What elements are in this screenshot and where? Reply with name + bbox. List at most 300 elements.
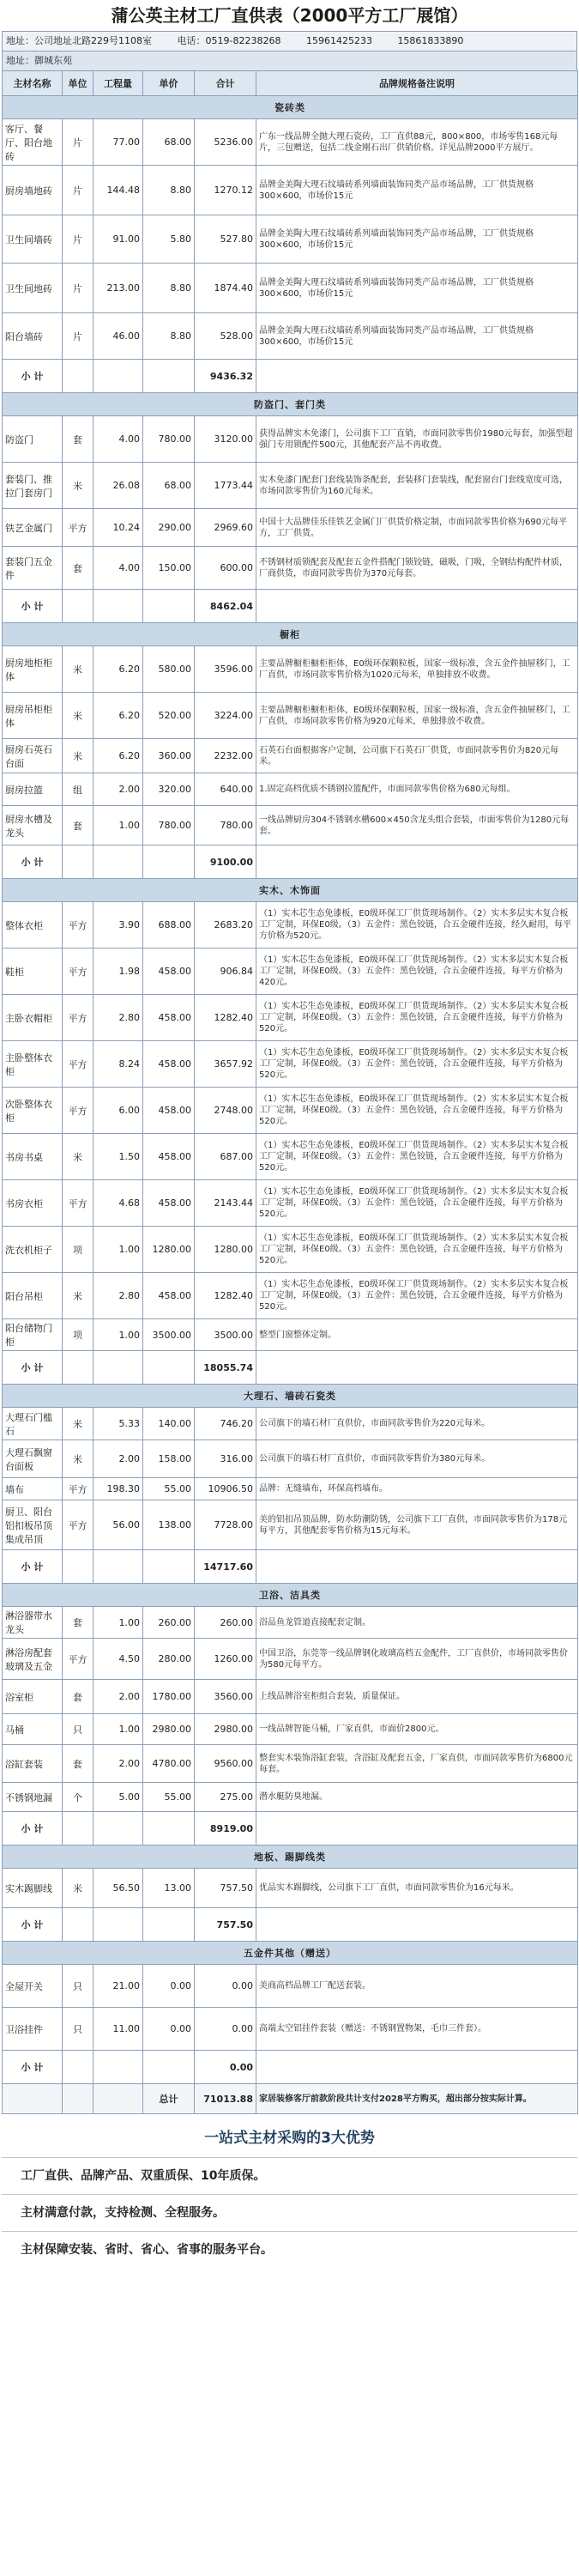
subtotal-amount: 0.00	[195, 2051, 256, 2084]
item-unit: 米	[63, 1869, 93, 1908]
item-name: 阳台储物门柜	[3, 1319, 63, 1351]
item-name: 书房书桌	[3, 1134, 63, 1180]
item-name: 鞋柜	[3, 949, 63, 995]
item-unit-price: 68.00	[143, 119, 195, 166]
item-unit: 平方	[63, 1639, 93, 1680]
item-description: （1）实木芯生态免漆板，E0级环保工厂供货现场制作。（2）实木多层实木复合板工厂定制，环保E0级。（3）五金件：黑色铰链，合五金硬件连接，每平方价格为520元。	[256, 1273, 578, 1319]
subtotal-row	[3, 1550, 578, 1584]
subtotal-blank	[256, 846, 578, 879]
item-quantity: 4.00	[93, 416, 143, 463]
item-total: 906.84	[195, 949, 256, 995]
item-total: 1260.00	[195, 1639, 256, 1680]
item-unit-price: 1780.00	[143, 1680, 195, 1714]
advantage-item: 工厂直供、品牌产品、双重质保、10年质保。	[2, 2157, 577, 2194]
item-total: 1282.40	[195, 995, 256, 1041]
item-description: 公司旗下的墙石材厂直供价，市面同款零售价为220元每米。	[256, 1408, 578, 1440]
item-name: 整体衣柜	[3, 902, 63, 949]
item-quantity: 91.00	[93, 215, 143, 264]
subtotal-row	[3, 2051, 578, 2084]
subtotal-blank	[143, 1812, 195, 1846]
item-total: 3560.00	[195, 1680, 256, 1714]
subtotal-blank	[143, 1550, 195, 1584]
item-description: 高端太空铝挂件套装（赠送：不锈钢置物架，毛巾三件套）。	[256, 2008, 578, 2051]
subtotal-blank	[93, 2051, 143, 2084]
item-total: 1874.40	[195, 264, 256, 313]
section-title: 实木、木饰面	[3, 879, 578, 902]
subtotal-blank	[256, 590, 578, 623]
subtotal-label: 小 计	[3, 1812, 63, 1846]
subtotal-amount: 14717.60	[195, 1550, 256, 1584]
table-row	[3, 1134, 578, 1180]
section-header-row	[3, 1846, 578, 1869]
item-unit: 套	[63, 1607, 93, 1639]
table-row	[3, 166, 578, 215]
item-unit: 片	[63, 215, 93, 264]
item-name: 厨房地柜柜体	[3, 646, 63, 693]
item-unit: 个	[63, 1783, 93, 1812]
subtotal-label: 小 计	[3, 1550, 63, 1584]
header-total: 合计	[195, 71, 256, 96]
item-quantity: 11.00	[93, 2008, 143, 2051]
grand-total-amount: 71013.88	[195, 2084, 256, 2114]
subtotal-row	[3, 1351, 578, 1385]
item-description: 品牌金美陶大理石纹墙砖系列墙面装饰同类产品市场品牌，工厂供货规格300×600，市场价15元	[256, 313, 578, 360]
table-row	[3, 1500, 578, 1550]
item-unit: 组	[63, 773, 93, 806]
item-unit-price: 458.00	[143, 995, 195, 1041]
subtotal-blank	[63, 1812, 93, 1846]
subtotal-blank	[63, 1550, 93, 1584]
subtotal-blank	[143, 2051, 195, 2084]
item-name: 卫生间地砖	[3, 264, 63, 313]
item-unit: 只	[63, 2008, 93, 2051]
subtotal-blank	[143, 1351, 195, 1385]
item-total: 600.00	[195, 547, 256, 590]
item-unit-price: 458.00	[143, 1180, 195, 1227]
item-unit-price: 0.00	[143, 2008, 195, 2051]
subtotal-blank	[256, 2051, 578, 2084]
item-quantity: 2.00	[93, 1745, 143, 1783]
table-row	[3, 1680, 578, 1714]
item-unit: 项	[63, 1319, 93, 1351]
subtotal-blank	[256, 360, 578, 393]
subtotal-blank	[143, 846, 195, 879]
subtotal-blank	[63, 2051, 93, 2084]
item-description: （1）实木芯生态免漆板，E0级环保工厂供货现场制作。（2）实木多层实木复合板工厂定制，环保E0级。（3）五金件：黑色铰链，合五金硬件连接，每平方价格为520元。	[256, 1041, 578, 1088]
subtotal-label: 小 计	[3, 2051, 63, 2084]
table-row	[3, 995, 578, 1041]
item-quantity: 213.00	[93, 264, 143, 313]
table-row	[3, 264, 578, 313]
item-name: 厨房水槽及龙头	[3, 806, 63, 846]
table-row	[3, 1227, 578, 1273]
table-row	[3, 1273, 578, 1319]
item-quantity: 1.00	[93, 1227, 143, 1273]
item-description: 美商高档品牌工厂配送套装。	[256, 1965, 578, 2008]
item-name: 次卧整体衣柜	[3, 1088, 63, 1134]
item-unit: 米	[63, 646, 93, 693]
subtotal-row	[3, 590, 578, 623]
subtotal-label: 小 计	[3, 846, 63, 879]
subtotal-label: 小 计	[3, 1908, 63, 1942]
item-unit-price: 688.00	[143, 902, 195, 949]
item-unit-price: 280.00	[143, 1639, 195, 1680]
item-name: 套装门、推拉门套房门	[3, 463, 63, 509]
item-quantity: 1.00	[93, 1607, 143, 1639]
item-unit-price: 580.00	[143, 646, 195, 693]
item-quantity: 1.00	[93, 1319, 143, 1351]
item-quantity: 198.30	[93, 1478, 143, 1500]
item-unit-price: 158.00	[143, 1440, 195, 1478]
table-row	[3, 646, 578, 693]
section-header-row	[3, 393, 578, 416]
item-name: 洗衣机柜子	[3, 1227, 63, 1273]
item-unit: 平方	[63, 1478, 93, 1500]
item-total: 1280.00	[195, 1227, 256, 1273]
item-quantity: 21.00	[93, 1965, 143, 2008]
table-row	[3, 1965, 578, 2008]
item-description: 主要品牌橱柜橱柜柜体，E0级环保颗粒板，国家一级标准，含五金件抽屉移门，工厂直供，市场同款零售价格为1020元每米，单独排放不收费。	[256, 646, 578, 693]
table-row	[3, 2008, 578, 2051]
subtotal-row	[3, 846, 578, 879]
item-quantity: 2.00	[93, 1440, 143, 1478]
item-unit-price: 458.00	[143, 1273, 195, 1319]
item-unit: 平方	[63, 902, 93, 949]
item-name: 套装门五金件	[3, 547, 63, 590]
item-name: 主卧整体衣柜	[3, 1041, 63, 1088]
item-description: 一线品牌厨房304不锈钢水槽600×450含龙头组合套装，市面零售价为1280元每套。	[256, 806, 578, 846]
item-unit-price: 13.00	[143, 1869, 195, 1908]
quote-sheet	[2, 0, 577, 2268]
item-unit: 米	[63, 1273, 93, 1319]
item-description: 不锈钢材质锁配套及配套五金件搭配门锁铰链，磁吸，门吸，全钢结构配件材质，厂商供货，市面同款零售价为370元每套。	[256, 547, 578, 590]
item-description: 一线品牌智能马桶，厂家直供，市面价2800元。	[256, 1714, 578, 1745]
table-row	[3, 902, 578, 949]
item-quantity: 2.00	[93, 773, 143, 806]
subtotal-amount: 9436.32	[195, 360, 256, 393]
item-name: 淋浴器带水龙头	[3, 1607, 63, 1639]
section-title: 防盗门、套门类	[3, 393, 578, 416]
item-name: 马桶	[3, 1714, 63, 1745]
item-unit-price: 320.00	[143, 773, 195, 806]
table-row	[3, 693, 578, 739]
item-description: 优品实木踢脚线，公司旗下工厂直供，市面同款零售价为16元每米。	[256, 1869, 578, 1908]
item-unit: 平方	[63, 1180, 93, 1227]
company-address: 地址：公司地址北路229号1108室	[6, 35, 152, 46]
grand-total-label: 总计	[143, 2084, 195, 2114]
item-total: 0.00	[195, 1965, 256, 2008]
item-unit: 只	[63, 1965, 93, 2008]
item-quantity: 10.24	[93, 509, 143, 547]
item-unit-price: 360.00	[143, 739, 195, 773]
item-total: 2683.20	[195, 902, 256, 949]
item-quantity: 5.33	[93, 1408, 143, 1440]
advantage-item: 主材满意付款，支持检测、全程服务。	[2, 2194, 577, 2231]
item-total: 746.20	[195, 1408, 256, 1440]
subtotal-blank	[256, 1550, 578, 1584]
item-unit: 套	[63, 1745, 93, 1783]
item-name: 阳台吊柜	[3, 1273, 63, 1319]
header-item-name: 主材名称	[3, 71, 63, 96]
item-quantity: 56.00	[93, 1500, 143, 1550]
item-unit-price: 140.00	[143, 1408, 195, 1440]
subtotal-row	[3, 1908, 578, 1942]
table-row	[3, 1319, 578, 1351]
item-description: 整套实木装饰浴缸套装，含浴缸及配套五金，厂家直供，市面同款零售价为6800元每套。	[256, 1745, 578, 1783]
item-unit-price: 458.00	[143, 1088, 195, 1134]
item-unit: 套	[63, 416, 93, 463]
item-quantity: 6.20	[93, 693, 143, 739]
item-description: 品牌金美陶大理石纹墙砖系列墙面装饰同类产品市场品牌，工厂供货规格300×600，市场价15元	[256, 264, 578, 313]
advantage-item: 主材保障安装、省时、省心、省事的服务平台。	[2, 2231, 577, 2268]
item-unit-price: 520.00	[143, 693, 195, 739]
item-total: 640.00	[195, 773, 256, 806]
table-row	[3, 1041, 578, 1088]
subtotal-blank	[93, 590, 143, 623]
item-total: 527.80	[195, 215, 256, 264]
item-name: 防盗门	[3, 416, 63, 463]
mobile-number-2: 15861833890	[397, 35, 464, 46]
item-total: 2980.00	[195, 1714, 256, 1745]
table-row	[3, 1408, 578, 1440]
item-name: 书房衣柜	[3, 1180, 63, 1227]
item-unit: 米	[63, 1408, 93, 1440]
table-row	[3, 119, 578, 166]
item-name: 厨房拉篮	[3, 773, 63, 806]
section-header-row	[3, 623, 578, 646]
item-unit: 米	[63, 463, 93, 509]
item-total: 780.00	[195, 806, 256, 846]
item-name: 实木踢脚线	[3, 1869, 63, 1908]
item-total: 3500.00	[195, 1319, 256, 1351]
item-unit-price: 5.80	[143, 215, 195, 264]
item-unit: 平方	[63, 949, 93, 995]
table-row	[3, 1869, 578, 1908]
item-description: 美的铝扣吊顶品牌，防水防潮防锈，公司旗下工厂直供，市面同款零售价为178元每平方，其他配套零售价格为15元每米。	[256, 1500, 578, 1550]
header-unit-price: 单价	[143, 71, 195, 96]
item-name: 厨房墙地砖	[3, 166, 63, 215]
table-row	[3, 215, 578, 264]
item-total: 3224.00	[195, 693, 256, 739]
subtotal-blank	[63, 1908, 93, 1942]
item-description: 实木免漆门配套门套线装饰条配套，套装移门套装线，配套窗台门套线宽度可选，市场同款零售价为160元每米。	[256, 463, 578, 509]
item-description: （1）实木芯生态免漆板，E0级环保工厂供货现场制作。（2）实木多层实木复合板工厂定制，环保E0级。（3）五金件：黑色铰链，合五金硬件连接，每平方价格为420元。	[256, 949, 578, 995]
table-row	[3, 463, 578, 509]
item-unit-price: 780.00	[143, 416, 195, 463]
item-description: 品牌：无缝墙布，环保高档墙布。	[256, 1478, 578, 1500]
table-row	[3, 509, 578, 547]
item-unit: 平方	[63, 509, 93, 547]
item-unit: 米	[63, 739, 93, 773]
section-header-row	[3, 96, 578, 119]
item-unit-price: 8.80	[143, 166, 195, 215]
subtotal-blank	[63, 590, 93, 623]
item-name: 厨房吊柜柜体	[3, 693, 63, 739]
section-header-row	[3, 1584, 578, 1607]
table-row	[3, 1639, 578, 1680]
item-unit: 平方	[63, 1088, 93, 1134]
contact-bar	[2, 31, 577, 51]
item-unit: 片	[63, 264, 93, 313]
table-row	[3, 1783, 578, 1812]
item-description: 上线品牌浴室柜组合套装，质量保证。	[256, 1680, 578, 1714]
item-quantity: 4.50	[93, 1639, 143, 1680]
item-unit: 平方	[63, 1500, 93, 1550]
item-quantity: 1.98	[93, 949, 143, 995]
item-quantity: 6.00	[93, 1088, 143, 1134]
item-unit: 平方	[63, 1041, 93, 1088]
item-unit-price: 68.00	[143, 463, 195, 509]
item-unit-price: 8.80	[143, 264, 195, 313]
subtotal-row	[3, 360, 578, 393]
item-description: 中国卫浴，东莞等一线品牌钢化玻璃高档五金配件，工厂直供价，市场同款零售价为580元每平方。	[256, 1639, 578, 1680]
section-header-row	[3, 1385, 578, 1408]
table-row	[3, 1478, 578, 1500]
subtotal-amount: 757.50	[195, 1908, 256, 1942]
item-name: 主卧衣帽柜	[3, 995, 63, 1041]
item-name: 卫生间墙砖	[3, 215, 63, 264]
table-row	[3, 1714, 578, 1745]
item-quantity: 56.50	[93, 1869, 143, 1908]
item-unit-price: 780.00	[143, 806, 195, 846]
item-total: 5236.00	[195, 119, 256, 166]
item-total: 275.00	[195, 1783, 256, 1812]
item-total: 3657.92	[195, 1041, 256, 1088]
subtotal-blank	[256, 1812, 578, 1846]
item-quantity: 6.20	[93, 646, 143, 693]
item-name: 卫浴挂件	[3, 2008, 63, 2051]
item-total: 1270.12	[195, 166, 256, 215]
item-description: 主要品牌橱柜橱柜柜体，E0级环保颗粒板，国家一级标准，含五金件抽屉移门，工厂直供，市场同款零售价格为920元每米，单独排放不收费。	[256, 693, 578, 739]
item-description: （1）实木芯生态免漆板，E0级环保工厂供货现场制作。（2）实木多层实木复合板工厂定制，环保E0级。（3）五金件：黑色铰链，合五金硬件连接，每平方价格为520元。	[256, 1227, 578, 1273]
item-unit-price: 2980.00	[143, 1714, 195, 1745]
advantages-title: 一站式主材采购的3大优势	[204, 2130, 375, 2147]
item-unit-price: 1280.00	[143, 1227, 195, 1273]
item-name: 浴室柜	[3, 1680, 63, 1714]
table-row	[3, 1088, 578, 1134]
item-quantity: 8.24	[93, 1041, 143, 1088]
item-unit: 套	[63, 547, 93, 590]
item-name: 阳台墙砖	[3, 313, 63, 360]
item-total: 7728.00	[195, 1500, 256, 1550]
item-name: 大理石门槛石	[3, 1408, 63, 1440]
subtotal-amount: 8462.04	[195, 590, 256, 623]
grand-total-row	[3, 2084, 578, 2114]
item-quantity: 144.48	[93, 166, 143, 215]
page-title: 蒲公英主材工厂直供表（2000平方工厂展馆）	[111, 5, 468, 26]
subtotal-blank	[93, 1550, 143, 1584]
item-unit: 套	[63, 806, 93, 846]
item-total: 687.00	[195, 1134, 256, 1180]
subtotal-blank	[93, 846, 143, 879]
subtotal-blank	[143, 1908, 195, 1942]
item-description: （1）实木芯生态免漆板，E0级环保工厂供货现场制作。（2）实木多层实木复合板工厂定制，环保E0级。（3）五金件：黑色铰链，合五金硬件连接，每平方价格为520元。	[256, 1088, 578, 1134]
subtotal-blank	[63, 360, 93, 393]
section-header-row	[3, 1942, 578, 1965]
item-unit: 套	[63, 1680, 93, 1714]
item-total: 2969.60	[195, 509, 256, 547]
table-row	[3, 416, 578, 463]
item-description: 获得品牌实木免漆门，公司旗下工厂直销，市面同款零售价1980元每套，加强型超强门专用锁配件500元，其他配套产品不再收费。	[256, 416, 578, 463]
item-quantity: 77.00	[93, 119, 143, 166]
item-total: 1773.44	[195, 463, 256, 509]
item-unit-price: 8.80	[143, 313, 195, 360]
item-unit: 平方	[63, 995, 93, 1041]
subtotal-blank	[93, 1812, 143, 1846]
item-quantity: 2.00	[93, 1680, 143, 1714]
item-unit-price: 290.00	[143, 509, 195, 547]
table-row	[3, 949, 578, 995]
subtotal-blank	[143, 360, 195, 393]
table-row	[3, 313, 578, 360]
item-quantity: 6.20	[93, 739, 143, 773]
item-unit: 米	[63, 1134, 93, 1180]
item-total: 10906.50	[195, 1478, 256, 1500]
item-total: 9560.00	[195, 1745, 256, 1783]
item-quantity: 3.90	[93, 902, 143, 949]
subtotal-blank	[63, 1351, 93, 1385]
item-unit-price: 55.00	[143, 1478, 195, 1500]
item-description: （1）实木芯生态免漆板，E0级环保工厂供货现场制作。（2）实木多层实木复合板工厂定制，环保E0级。（3）五金件：黑色铰链，合五金硬件连接，经久耐用，每平方价格为520元。	[256, 902, 578, 949]
item-total: 757.50	[195, 1869, 256, 1908]
item-quantity: 4.68	[93, 1180, 143, 1227]
header-description: 品牌规格备注说明	[256, 71, 578, 96]
item-unit-price: 3500.00	[143, 1319, 195, 1351]
item-unit-price: 458.00	[143, 1134, 195, 1180]
table-row	[3, 1607, 578, 1639]
item-unit-price: 458.00	[143, 949, 195, 995]
subtotal-blank	[63, 846, 93, 879]
item-name: 厨房石英石台面	[3, 739, 63, 773]
item-name: 大理石飘窗台面板	[3, 1440, 63, 1478]
item-description: 品牌金美陶大理石纹墙砖系列墙面装饰同类产品市场品牌，工厂供货规格300×600，市场价15元	[256, 166, 578, 215]
section-title: 橱柜	[3, 623, 578, 646]
subtotal-blank	[256, 1351, 578, 1385]
subtotal-blank	[93, 1351, 143, 1385]
item-unit: 只	[63, 1714, 93, 1745]
item-description: 整型门窗整体定制。	[256, 1319, 578, 1351]
item-quantity: 1.00	[93, 1714, 143, 1745]
item-quantity: 5.00	[93, 1783, 143, 1812]
item-description: 潜水艇防臭地漏。	[256, 1783, 578, 1812]
item-quantity: 2.80	[93, 1273, 143, 1319]
item-unit: 项	[63, 1227, 93, 1273]
item-total: 2143.44	[195, 1180, 256, 1227]
item-name: 全屋开关	[3, 1965, 63, 2008]
section-title: 卫浴、洁具类	[3, 1584, 578, 1607]
mobile-number-1: 15961425233	[305, 35, 372, 46]
table-row	[3, 806, 578, 846]
section-header-row	[3, 879, 578, 902]
item-quantity: 4.00	[93, 547, 143, 590]
section-title: 五金件其他（赠送）	[3, 1942, 578, 1965]
quote-table-body	[3, 96, 578, 2084]
table-row	[3, 1440, 578, 1478]
item-quantity: 26.08	[93, 463, 143, 509]
subtotal-blank	[93, 1908, 143, 1942]
subtotal-amount: 18055.74	[195, 1351, 256, 1385]
item-quantity: 46.00	[93, 313, 143, 360]
item-name: 不锈钢地漏	[3, 1783, 63, 1812]
item-unit-price: 55.00	[143, 1783, 195, 1812]
table-row	[3, 1745, 578, 1783]
item-unit: 片	[63, 119, 93, 166]
item-quantity: 1.50	[93, 1134, 143, 1180]
item-unit: 米	[63, 693, 93, 739]
item-total: 528.00	[195, 313, 256, 360]
item-unit-price: 150.00	[143, 547, 195, 590]
subtotal-label: 小 计	[3, 1351, 63, 1385]
